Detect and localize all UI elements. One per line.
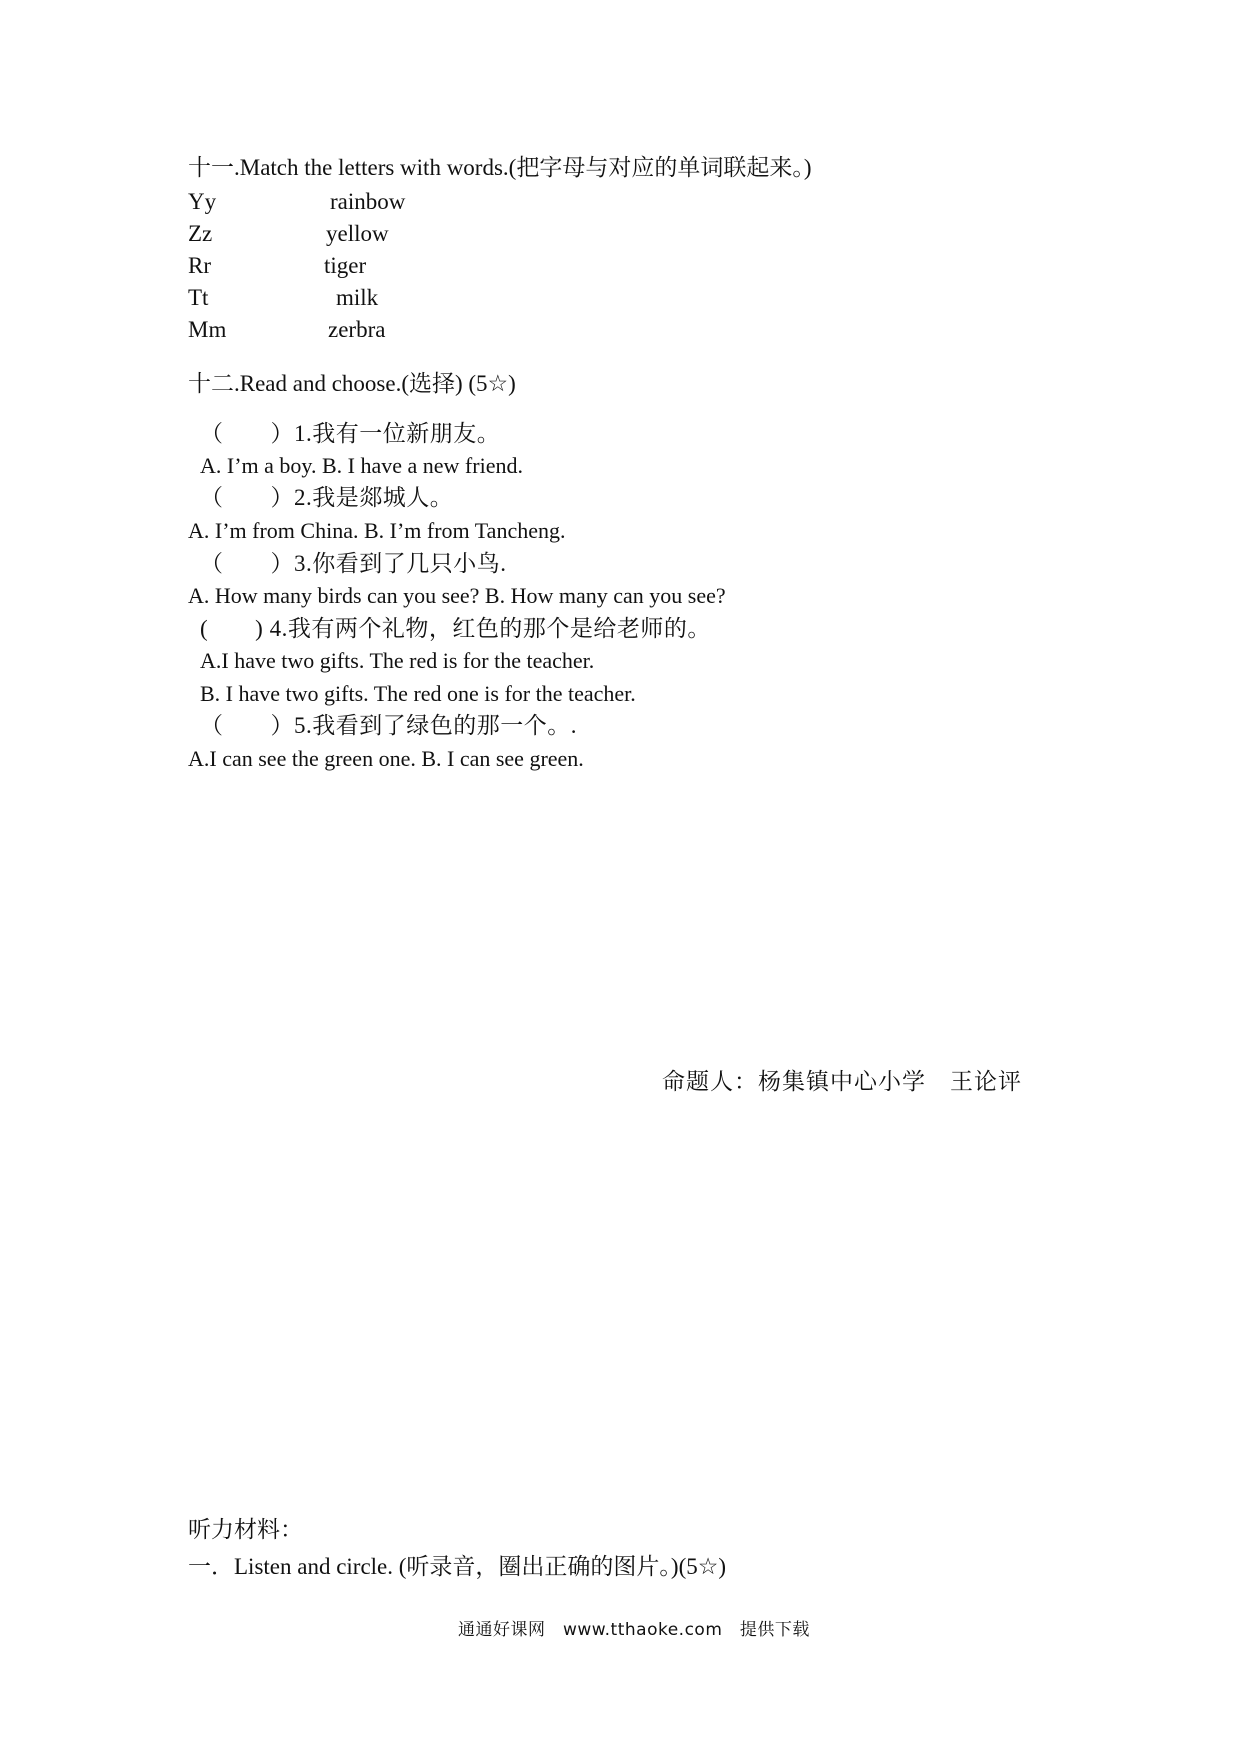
match-word: rainbow xyxy=(330,189,406,214)
question-1-prompt: （ ）1.我有一位新朋友。 xyxy=(200,421,501,446)
question-5-options: A.I can see the green one. B. I can see green. xyxy=(188,746,584,771)
question-1-options: A. I’m a boy. B. I have a new friend. xyxy=(200,453,523,478)
listening-item-1: 一．Listen and circle. (听录音，圈出正确的图片。)(5☆) xyxy=(188,1554,727,1579)
section-11-title: 十一.Match the letters with words.(把字母与对应的单词联起来。) xyxy=(188,155,812,180)
question-4-prompt: ( ) 4.我有两个礼物，红色的那个是给老师的。 xyxy=(200,616,711,641)
match-letter: Mm xyxy=(188,317,227,342)
question-5-prompt: （ ）5.我看到了绿色的那一个。. xyxy=(200,713,577,738)
author-line: 命题人：杨集镇中心小学 王论评 xyxy=(662,1069,1022,1094)
page-footer: 通通好课网 www.tthaoke.com 提供下载 xyxy=(458,1620,810,1640)
question-2-options: A. I’m from China. B. I’m from Tancheng. xyxy=(188,518,566,543)
question-3-options: A. How many birds can you see? B. How many can you see? xyxy=(188,583,726,608)
section-12-title: 十二.Read and choose.(选择) (5☆) xyxy=(188,371,516,396)
match-letter: Rr xyxy=(188,253,211,278)
question-4-option-b: B. I have two gifts. The red one is for the teacher. xyxy=(200,681,636,706)
question-4-option-a: A.I have two gifts. The red is for the teacher. xyxy=(200,648,595,673)
match-letter: Zz xyxy=(188,221,213,246)
question-3-prompt: （ ）3.你看到了几只小鸟. xyxy=(200,551,507,576)
question-2-prompt: （ ）2.我是郯城人。 xyxy=(200,485,454,510)
match-letter: Yy xyxy=(188,189,217,214)
match-word: yellow xyxy=(326,221,389,246)
listening-title: 听力材料： xyxy=(188,1517,303,1542)
match-word: tiger xyxy=(324,253,367,278)
match-word: milk xyxy=(336,285,379,310)
match-word: zerbra xyxy=(328,317,386,342)
match-letter: Tt xyxy=(188,285,209,310)
